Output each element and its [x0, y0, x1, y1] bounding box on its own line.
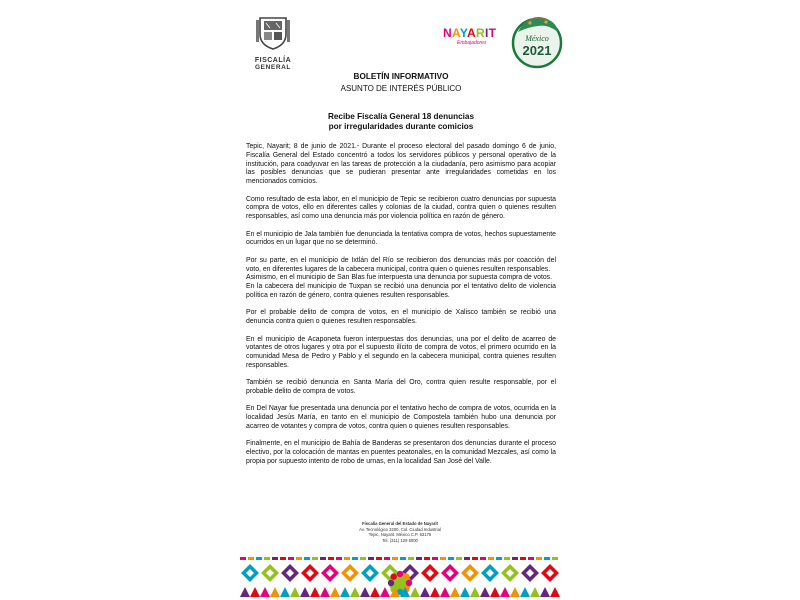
- pattern-zigzag: [320, 587, 330, 597]
- paragraph: También se recibió denuncia en Santa María del Oro, contra quien resulte responsable, por el probable delito de compra de votos.: [246, 379, 556, 396]
- pattern-band-block: [528, 557, 534, 560]
- pattern-zigzag: [310, 587, 320, 597]
- pattern-zigzag: [500, 587, 510, 597]
- pattern-zigzag: [550, 587, 560, 597]
- pattern-zigzag: [370, 587, 380, 597]
- pattern-band-block: [520, 557, 526, 560]
- pattern-band-block: [472, 557, 478, 560]
- pattern-band-block: [384, 557, 390, 560]
- pattern-band-block: [336, 557, 342, 560]
- pattern-band-block: [408, 557, 414, 560]
- pattern-zigzag: [470, 587, 480, 597]
- pattern-zigzag: [490, 587, 500, 597]
- pattern-zigzag: [520, 587, 530, 597]
- footer-contact: [330, 521, 470, 543]
- pattern-zigzag: [350, 587, 360, 597]
- pattern-flower-petal: [403, 573, 409, 579]
- pattern-zigzag: [440, 587, 450, 597]
- pattern-zigzag: [300, 587, 310, 597]
- paragraph: Finalmente, en el municipio de Bahía de Banderas se presentaron dos denuncias durante el proceso electivo, por la colocación de mantas en puentes peatonales, en la comunidad Mezcales, así como la propia por supuesto intento de robo de urnas, en la localidad San José del Valle.: [246, 440, 556, 466]
- footer-address-2: Tepic, Nayarit. México C.P. 63175: [368, 532, 432, 538]
- pattern-band-block: [456, 557, 462, 560]
- svg-text:2021: 2021: [522, 43, 552, 58]
- pattern-zigzag: [540, 587, 550, 597]
- pattern-zigzag: [450, 587, 460, 597]
- pattern-band-block: [256, 557, 262, 560]
- headline-line1: Recibe Fiscalía General 18 denuncias: [327, 112, 475, 121]
- pattern-flower-petal: [397, 571, 403, 577]
- pattern-band-block: [312, 557, 318, 560]
- fiscalia-logo-line1: FISCALÍA: [254, 57, 292, 64]
- decorative-pattern-border: [240, 557, 560, 597]
- pattern-zigzag: [360, 587, 370, 597]
- pattern-flower-petal: [388, 580, 394, 586]
- paragraph: Asimismo, en el municipio de San Blas fue interpuesta una denuncia por supuesta compra de votos.: [246, 274, 553, 282]
- pattern-band-block: [544, 557, 550, 560]
- paragraph: Como resultado de esta labor, en el municipio de Tepic se recibieron cuatro denuncias por supuesta compra de votos, ello en diferentes calles y colonias de la ciudad, contra quien o quienes resulten responsables, así como una denuncia más por violencia política en razón de género.: [246, 195, 556, 221]
- pattern-band-block: [536, 557, 542, 560]
- headline-line2: por irregularidades durante comicios: [328, 122, 474, 131]
- pattern-band-block: [368, 557, 374, 560]
- pattern-zigzag: [270, 587, 280, 597]
- footer-phone: Tel. (311) 129 6000: [382, 537, 418, 543]
- pattern-zigzag: [510, 587, 520, 597]
- paragraph: En la cabecera del municipio de Tuxpan se recibió una denuncia por el tentativo delito de violencia política en razón de género, contra quienes resulten responsables.: [246, 283, 556, 299]
- pattern-zigzag: [250, 587, 260, 597]
- pattern-zigzag: [280, 587, 290, 597]
- pattern-flower-petal: [390, 573, 396, 579]
- pattern-band-block: [360, 557, 366, 560]
- pattern-band-block: [432, 557, 438, 560]
- pattern-zigzag: [330, 587, 340, 597]
- pattern-band-block: [328, 557, 334, 560]
- svg-text:México: México: [525, 34, 549, 43]
- nayarit-logo: [443, 27, 513, 49]
- pattern-band-block: [552, 557, 558, 560]
- paragraph: Por su parte, en el municipio de Ixtlán del Río se recibieron dos denuncias más por coacción del voto, en diferentes lugares de la cabecera municipal, contra quien o quienes resulten responsables.: [246, 256, 556, 273]
- pattern-zigzag: [460, 587, 470, 597]
- pattern-band-block: [288, 557, 294, 560]
- pattern-zigzag: [410, 587, 420, 597]
- paragraph: En Del Nayar fue presentada una denuncia por el tentativo hecho de compra de votos, ocurrida en la localidad Jesús María, en tanto en el municipio de Compostela también hubo una denuncia por acarreo de votantes y compra de votos, contra quien o quienes resulten responsables.: [246, 405, 556, 431]
- mexico-2021-logo: [508, 12, 566, 70]
- pattern-band-block: [352, 557, 358, 560]
- pattern-band-block: [464, 557, 470, 560]
- pattern-band-block: [400, 557, 406, 560]
- pattern-zigzag: [290, 587, 300, 597]
- pattern-band-block: [496, 557, 502, 560]
- fiscalia-logo: [243, 14, 303, 72]
- pattern-band-block: [424, 557, 430, 560]
- paragraph: En el municipio de Acaponeta fueron interpuestas dos denuncias, una por el delito de acarreo de votantes de otros lugares y otra por el supuesto ilícito de compra de votos, el primero ocurrido en la comunidad Mesa de Pedro y Pablo y el segundo en la cabecera municipal, contra quienes resulten responsables.: [246, 335, 556, 369]
- pattern-band-block: [376, 557, 382, 560]
- pattern-band-block: [272, 557, 278, 560]
- paragraph: Por el probable delito de compra de votos, en el municipio de Xalisco también se recibió una denuncia contra quien o quienes resulten responsables.: [246, 309, 556, 326]
- pattern-band-block: [248, 557, 254, 560]
- pattern-band-block: [512, 557, 518, 560]
- pattern-zigzag: [430, 587, 440, 597]
- pattern-band-block: [504, 557, 510, 560]
- pattern-band-block: [280, 557, 286, 560]
- fiscalia-logo-line2: GENERAL: [255, 64, 291, 71]
- pattern-band-block: [264, 557, 270, 560]
- pattern-zigzag: [530, 587, 540, 597]
- pattern-zigzag: [260, 587, 270, 597]
- pattern-band-block: [296, 557, 302, 560]
- pattern-band-block: [440, 557, 446, 560]
- pattern-flower-petal: [406, 580, 412, 586]
- nayarit-wordmark: NAYARIT: [443, 26, 497, 40]
- nayarit-subtitle: Embajadores: [457, 40, 487, 46]
- pattern-band-block: [416, 557, 422, 560]
- bulletin-subtitle: ASUNTO DE INTERÉS PÚBLICO: [340, 84, 462, 93]
- paragraph: En el municipio de Jala también fue denunciada la tentativa compra de votos, hechos supuestamente ocurridos en un lugar que no se determinó.: [246, 230, 556, 247]
- pattern-band-block: [344, 557, 350, 560]
- footer-org: Fiscalía General del Estado de Nayarit: [362, 521, 438, 526]
- pattern-band-block: [240, 557, 246, 560]
- pattern-zigzag: [480, 587, 490, 597]
- state-seal-icon: [256, 14, 290, 50]
- paragraph: Tepic, Nayarit; 8 de junio de 2021.- Durante el proceso electoral del pasado domingo 6 de junio, Fiscalía General del Estado concentró a todos los servidores públicos y personal operativo de la institución, para coadyuvar en las tareas de protección a la ciudadanía, pero asimismo para acopiar las posibles denuncias que se pudieran presentar ante irregularidades cometidas en los mencionados comicios.: [246, 143, 556, 186]
- pattern-band-block: [488, 557, 494, 560]
- pattern-zigzag: [240, 587, 250, 597]
- pattern-band-block: [304, 557, 310, 560]
- pattern-band-block: [392, 557, 398, 560]
- footer-address-1: Av. Tecnológico 3200, Col. Ciudad Industrial: [359, 526, 441, 532]
- pattern-zigzag: [420, 587, 430, 597]
- headline: [246, 112, 556, 132]
- pattern-zigzag: [380, 587, 390, 597]
- footer-separator: · · · · ·: [385, 516, 415, 521]
- pattern-band-block: [320, 557, 326, 560]
- bulletin-title: BOLETÍN INFORMATIVO: [353, 72, 449, 81]
- pattern-band-block: [480, 557, 486, 560]
- pattern-zigzag: [340, 587, 350, 597]
- pattern-band-block: [448, 557, 454, 560]
- article-body: [246, 143, 556, 475]
